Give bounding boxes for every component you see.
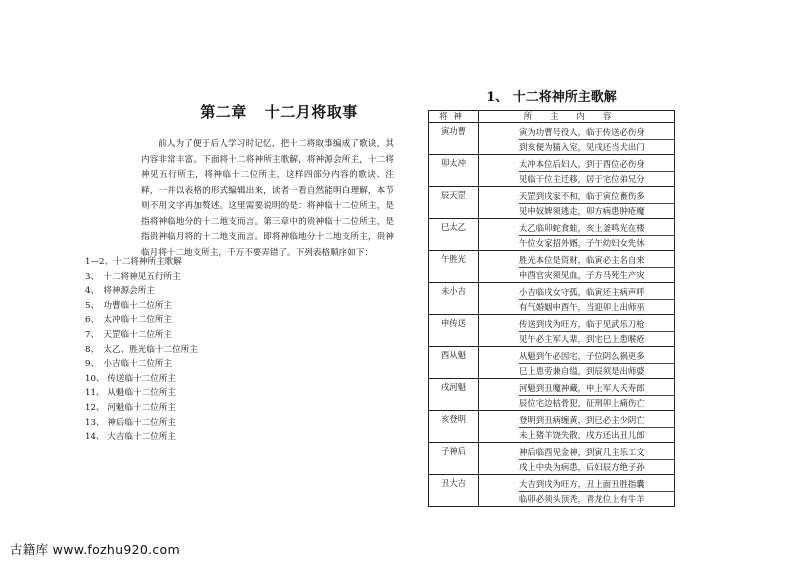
god-name-cell: 酉从魁 [429,347,479,379]
table-body [429,123,675,507]
verse-line: 神后临酉见金神，到寅几主乐工文 [519,445,674,460]
verse-line: 大吉到戌为旺方，丑上面丑胜指囊 [519,477,674,492]
toc-item: 8、 太乙、胜光临十二位所主 [85,344,198,355]
header-content: 所主内容 [479,111,675,123]
verse-line: 见临干位主迁移，居于宅位弟兄分 [519,173,645,184]
toc-item: 10、 传送临十二位所主 [85,373,177,384]
toc-item: 13、 神后临十二位所主 [85,417,177,428]
god-name-cell: 戌河魁 [429,379,479,411]
table-row [429,475,675,507]
chapter-label: 第二章 [200,103,247,121]
verse-cell [479,443,675,475]
verse-line: 太乙临卯蛇食蛙，亥上釜鸣光在楼 [519,221,674,236]
table-row [429,443,675,475]
verse-cell [479,379,675,411]
god-name-cell: 亥登明 [429,411,479,443]
god-name-cell: 卯太冲 [429,155,479,187]
verse-cell [479,219,675,251]
twelve-gods-table [428,110,675,507]
verse-cell [479,283,675,315]
verse-cell [479,315,675,347]
table-row [429,315,675,347]
table-row [429,347,675,379]
verse-line: 从魁到午必因宅，子位阴么祸更多 [519,349,674,364]
table-row [429,379,675,411]
verse-line: 到亥便为猫入室，见戌还当犬出门 [519,141,645,152]
verse-line: 登明到丑病缠黄，到巳必主少阴亡 [519,413,674,428]
verse-line: 未上猪羊饶失散，戌方还出丑儿郎 [519,429,645,440]
toc-item: 3、 十二将神见五行所主 [85,271,181,282]
table-row [429,187,675,219]
header-god-name: 将神 [429,111,479,123]
table-header-row [429,111,675,123]
god-name-cell: 辰天罡 [429,187,479,219]
site-watermark: 古籍库 www.fozhu920.com [10,542,180,557]
verse-line: 午位女家招外婿，子午幼妇女先休 [519,237,645,248]
toc-item: 12、 河魁临十二位所主 [85,402,177,413]
verse-cell [479,123,675,155]
toc-item: 4、 将神源会所主 [85,286,155,297]
god-name-cell: 子神后 [429,443,479,475]
table-row [429,155,675,187]
table-row [429,411,675,443]
god-name-cell: 午胜光 [429,251,479,283]
toc-item: 6、 太冲临十二位所主 [85,315,173,326]
verse-cell [479,475,675,507]
toc-item: 5、 功曹临十二位所主 [85,300,173,311]
chapter-title [165,101,393,122]
verse-line: 临卯必须头顶秃，青龙位上有牛羊 [519,493,645,504]
table-row [429,283,675,315]
verse-cell [479,251,675,283]
toc-item: 14、 大吉临十二位所主 [85,432,177,443]
verse-line: 小吉临戌女守孤，临寅还主病声呼 [519,285,674,300]
verse-line: 太冲本位后妇人，到于酉位必伤身 [519,157,674,172]
god-name-cell: 巳太乙 [429,219,479,251]
table-row [429,251,675,283]
god-name-cell: 丑大吉 [429,475,479,507]
table-row [429,219,675,251]
toc-item: 9、 小吉临十二位所主 [85,359,173,370]
verse-line: 戌上中央为病患，后妇辰方绝子孙 [519,461,645,472]
verse-line: 申酉官灾须见血，子方马死生产灾 [519,269,645,280]
verse-line: 寅为功曹号役人，临于传送必伤身 [519,125,674,140]
toc-item: 1—2、十二将神所主歌解 [85,257,182,267]
verse-line: 传送到戌为旺方，临于见武乐刀枪 [519,317,674,332]
verse-cell [479,347,675,379]
table-row [429,123,675,155]
section-title: 1、 十二将神所主歌解 [486,90,617,105]
verse-cell [479,155,675,187]
verse-line: 见午必主军人辈，到宅巳上患喉疮 [519,333,645,344]
verse-line: 有气婚姻申酉午，当迎卯上出师巫 [519,301,645,312]
verse-cell [479,411,675,443]
verse-line: 天罡到戌家不和，临于寅位畜伤多 [519,189,674,204]
toc-item: 11、 从魁临十二位所主 [85,388,177,399]
god-name-cell: 未小吉 [429,283,479,315]
intro-paragraph: 前人为了便于后人学习时记忆，把十二将取事编成了歌诀，其内容非常丰富。下面将十二将神所主歌解，将神源会所主，十二将神见五行所主，将神临十二位所主，这样四部分内容的歌诀、注释，一并以表格的形式编辑出来，读者一看自然能明白理解，本节则不用文字再加赘述。这里需要说明的是：将神临十二位所主，是指将神临地分的十二地支而言。第三章中的贵神临十二位所主，是指贵神临月将的十二地支而言。即将神临地分十二地支所主，贵神临月将十二地支所主，千万不要弄错了。下列表格顺序如下： [141,139,394,258]
god-name-cell: 申传送 [429,315,479,347]
table-order-list [85,255,198,445]
verse-line: 河魁到丑魔神藏，申上军人夭寿郎 [519,381,674,396]
verse-line: 巳上患劳兼自缢，到辰须是出师婆 [519,365,645,376]
verse-cell [479,187,675,219]
toc-item: 7、 天罡临十二位所主 [85,329,173,340]
chapter-title-text: 十二月将取事 [264,103,358,121]
god-name-cell: 寅功曹 [429,123,479,155]
verse-line: 胜光本位是资财，临寅必主名自来 [519,253,674,268]
verse-line: 辰位宅边枯骨犯，征刑卯上痛伤亡 [519,397,645,408]
verse-line: 见申奴婢须逃走，卯方病患肿疮魔 [519,205,645,216]
